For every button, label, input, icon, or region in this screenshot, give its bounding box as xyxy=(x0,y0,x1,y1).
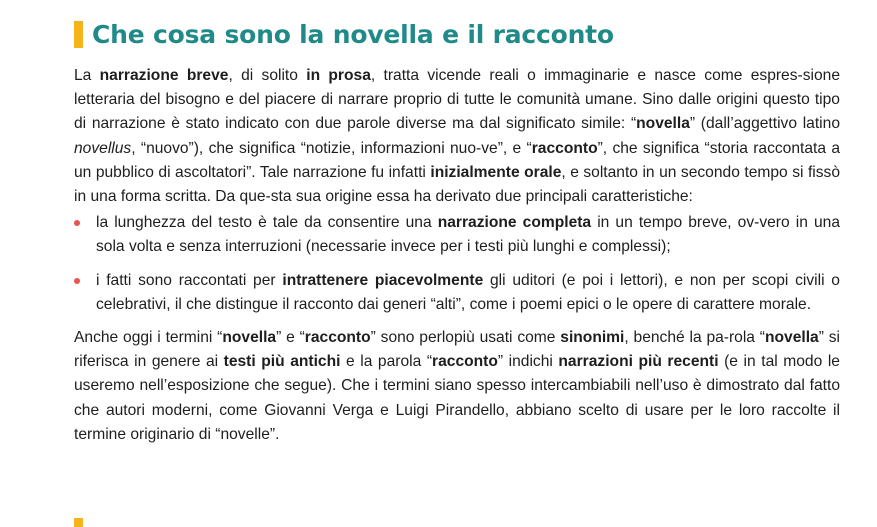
page-title: Che cosa sono la novella e il racconto xyxy=(92,19,614,49)
bold-term: narrazione completa xyxy=(437,214,592,232)
intro-paragraph xyxy=(74,64,840,209)
text-page xyxy=(74,14,840,447)
list-item xyxy=(74,269,840,317)
text-run: e la parola “ xyxy=(340,353,433,371)
text-run: , tratta vicende reali o immaginarie e nasce come espres-sione letteraria del bisogno e del piacere di narrare proprio di tutte le comunità umane. Sino dalle origini questo tipo di narrazione è stato indicato con due parole diverse ma dal significato simile: “ xyxy=(74,67,840,133)
accent-bar xyxy=(74,21,83,48)
bold-term: intrattenere piacevolmente xyxy=(282,271,484,289)
characteristics-list xyxy=(74,211,840,317)
next-section-accent-bar xyxy=(74,518,83,527)
bold-term: racconto xyxy=(531,139,598,157)
heading-row xyxy=(74,14,840,54)
bold-term: testi più antichi xyxy=(223,353,341,371)
bullet-dot-icon xyxy=(74,220,80,226)
bold-term: sinonimi xyxy=(560,329,625,347)
text-run: (e in tal modo le useremo nell’esposizione che segue). Che i termini siano spesso intercambiabili nell’uso è dimostrato dal fatto che autori moderni, come Giovanni Verga e Luigi Pirandello, abbiano scelto di usare per le loro raccolte il termine originario di “novelle”. xyxy=(74,353,840,443)
bold-term: in prosa xyxy=(306,67,371,84)
bold-term: racconto xyxy=(304,329,371,347)
text-run: in un tempo breve, ov-vero in una sola volta e senza interruzioni (necessarie invece per i testi più lunghi e complessi); xyxy=(96,214,840,256)
italic-term: novellus xyxy=(74,139,132,157)
bold-term: racconto xyxy=(432,353,498,371)
text-run: ” indichi xyxy=(497,353,559,371)
closing-paragraph xyxy=(74,326,840,447)
text-run: ” e “ xyxy=(276,329,305,347)
text-run: , “nuovo”), che significa “notizie, informazioni nuo-ve”, e “ xyxy=(131,139,532,157)
bold-term: novella xyxy=(636,115,690,133)
text-run: ” si riferisca in genere ai xyxy=(74,329,840,371)
text-run: gli uditori (e poi i lettori), e non per scopi civili o celebrativi, il che distingue il racconto dai generi “alti”, come i poemi epici o le opere di carattere morale. xyxy=(96,271,840,313)
text-run: ”, che significa “storia raccontata a un pubblico di ascoltatori”. Tale narrazione fu infatti xyxy=(74,139,841,181)
text-run: la lunghezza del testo è tale da consentire una xyxy=(96,214,438,232)
list-item xyxy=(74,211,840,259)
text-run: ” (dall’aggettivo latino xyxy=(689,115,840,133)
bold-term: narrazioni più recenti xyxy=(558,353,719,371)
text-run: La xyxy=(74,67,100,84)
text-run: Anche oggi i termini “ xyxy=(74,329,223,347)
bold-term: inizialmente orale xyxy=(430,163,562,181)
text-run: ” sono perlopiù usati come xyxy=(370,329,561,347)
text-run: , e soltanto in un secondo tempo si fissò in una forma scritta. Da que-sta sua origine essa ha derivato due principali caratteristiche: xyxy=(74,163,841,206)
text-run: , benché la pa-rola “ xyxy=(624,329,765,347)
bold-term: novella xyxy=(222,329,277,347)
bold-term: novella xyxy=(764,329,819,347)
bold-term: narrazione breve xyxy=(99,67,229,84)
text-run: , di solito xyxy=(228,67,307,84)
text-run: i fatti sono raccontati per xyxy=(96,271,283,289)
bullet-dot-icon xyxy=(74,278,80,284)
